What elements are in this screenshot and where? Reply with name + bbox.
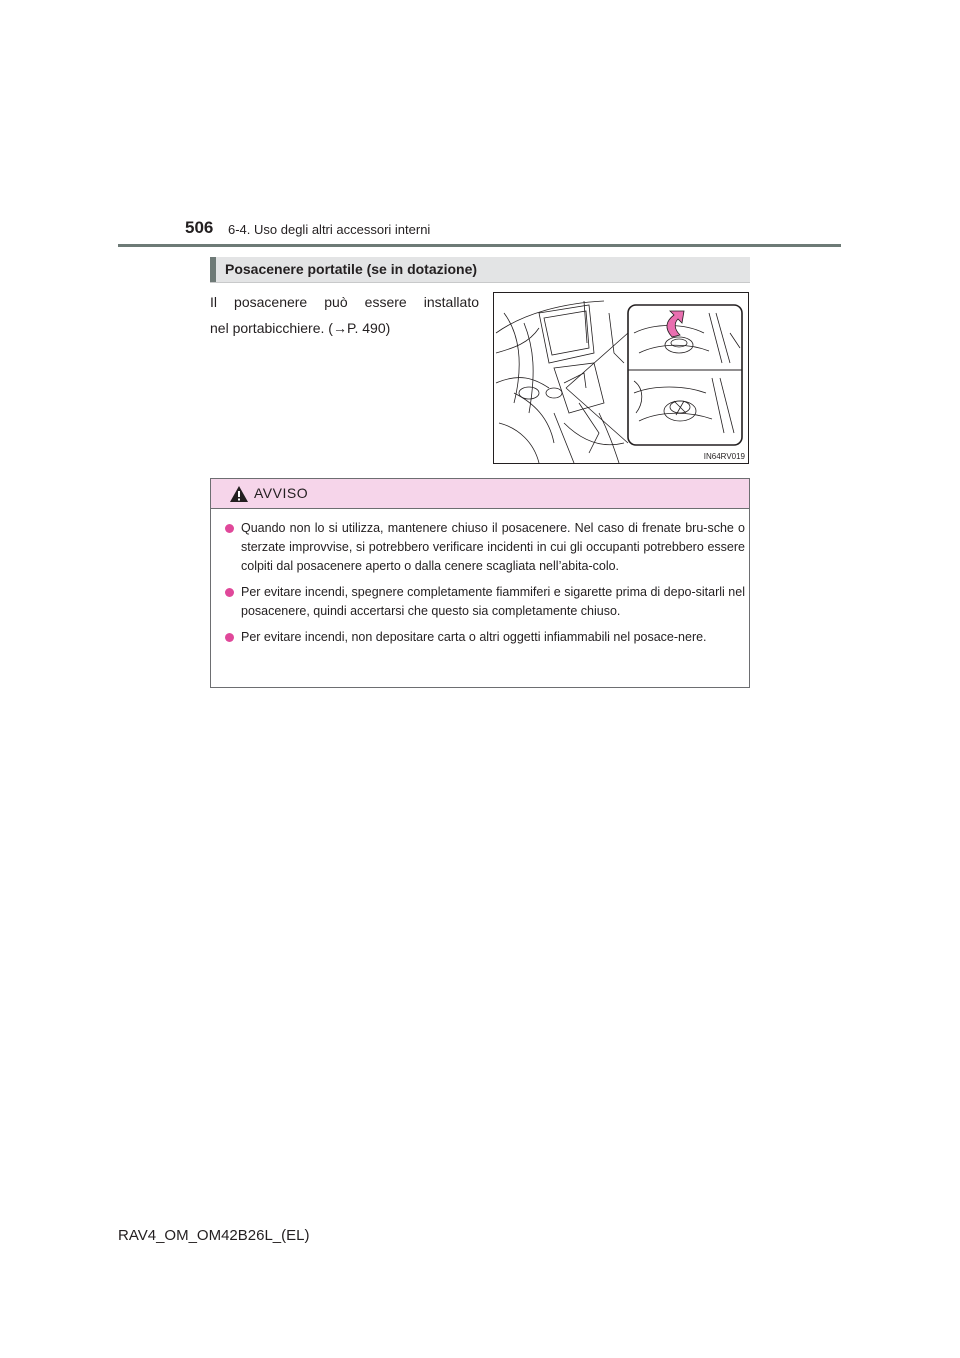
- warning-item: [225, 628, 745, 647]
- bullet-icon: [225, 588, 234, 597]
- warning-item-text: Per evitare incendi, non depositare carta o altri oggetti infiammabili nel posace-nere.: [241, 630, 707, 644]
- illustration-drawing: [494, 293, 748, 463]
- warning-box: [210, 478, 750, 688]
- warning-header: [211, 479, 749, 509]
- warning-label: AVVISO: [254, 485, 309, 501]
- header-rule: [118, 244, 841, 247]
- warning-item: [225, 519, 745, 576]
- page-number: 506: [185, 218, 214, 237]
- warning-triangle-icon: [229, 485, 249, 503]
- section-title: Posacenere portatile (se in dotazione): [225, 261, 478, 277]
- warning-item: [225, 583, 745, 621]
- insert-arrow-icon: [667, 311, 684, 337]
- warning-item-text: Per evitare incendi, spegnere completamente fiammiferi e sigarette prima di depo-sitarli nel posacenere, quindi accertarsi che questo sia completamente chiuso.: [241, 585, 745, 618]
- footer-doc-code: RAV4_OM_OM42B26L_(EL): [118, 1227, 310, 1244]
- running-head: 6-4. Uso degli altri accessori interni: [228, 222, 431, 237]
- body-line-1: Il posacenere può essere installato: [210, 294, 479, 310]
- body-line-2: nel portabicchiere. (→P. 490): [210, 320, 391, 336]
- bullet-icon: [225, 524, 234, 533]
- section-title-bar: [210, 257, 750, 283]
- bullet-icon: [225, 633, 234, 642]
- warning-list: [225, 519, 745, 654]
- body-paragraph: [210, 289, 479, 341]
- warning-item-text: Quando non lo si utilizza, mantenere chiuso il posacenere. Nel caso di frenate bru-sche o sterzate improvvise, si potrebbero verificare incidenti in cui gli occupanti potrebbero essere colpiti dal posacenere aperto o dalla cenere scagliata nell’abita-colo.: [241, 521, 745, 573]
- ashtray-illustration: [493, 292, 749, 464]
- section-marker: [210, 257, 216, 282]
- figure-code: IN64RV019: [703, 452, 745, 461]
